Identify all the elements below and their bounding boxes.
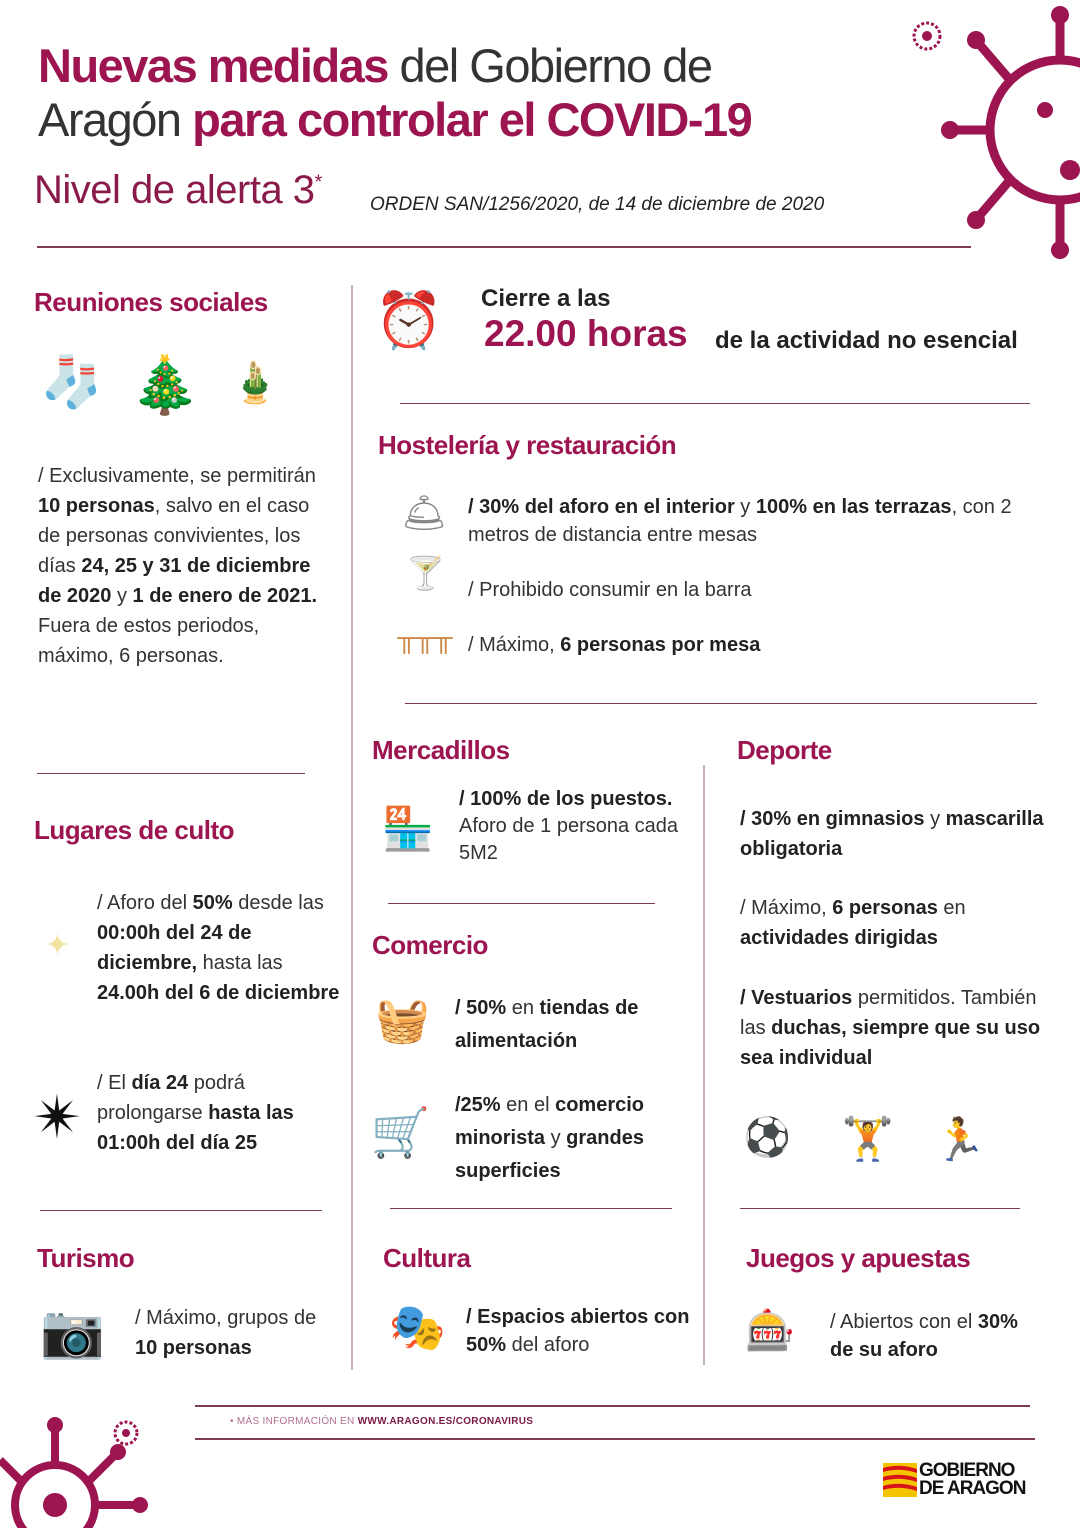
reuniones-text — [38, 461, 328, 671]
bold-text: 10 personas — [135, 1337, 252, 1359]
bold-text: /25% — [455, 1094, 501, 1116]
text: / El — [97, 1072, 132, 1094]
text: / Exclusivamente, se permitirán — [38, 465, 316, 487]
section-heading-comercio: Comercio — [372, 930, 488, 960]
text: en — [506, 997, 540, 1019]
divider — [388, 903, 655, 904]
camera-icon: 📷 — [40, 1302, 105, 1361]
bold-text: 1 de enero de 2021. — [132, 585, 318, 607]
bold-text: actividades dirigidas — [740, 927, 938, 949]
title-line-2 — [38, 92, 751, 148]
bold-text: / 30% en gimnasios — [740, 808, 925, 830]
bold-text: 30% de su aforo — [830, 1311, 1018, 1361]
aragon-flag-icon — [883, 1463, 917, 1497]
logo-text: GOBIERNO DE ARAGON — [919, 1460, 1026, 1499]
text: / Prohibido consumir en la barra — [468, 579, 752, 601]
soccer-ball-icon: ⚽ — [743, 1116, 792, 1159]
small-virus-icon — [108, 1415, 144, 1451]
bold-text: para controlar el COVID-19 — [192, 93, 752, 146]
comercio-item-2 — [455, 1089, 700, 1188]
table-chairs-icon: ╥╥╥ — [397, 622, 453, 652]
divider — [351, 285, 353, 1370]
bold-text: Nuevas medidas — [38, 39, 388, 92]
market-stall-icon: 🏪 — [381, 804, 435, 852]
divider — [405, 703, 1037, 704]
cocktail-icon: 🍸 — [405, 554, 446, 591]
bold-text: mascarilla obligatoria — [740, 808, 1044, 860]
bold-text: 6 personas — [832, 897, 938, 919]
text: del aforo — [506, 1334, 590, 1356]
juegos-text — [830, 1308, 1030, 1364]
runner-icon: 🏃 — [933, 1115, 987, 1163]
text: y — [545, 1127, 567, 1149]
bold-text: duchas, siempre que su uso sea individual — [740, 1017, 1041, 1069]
alert-level — [34, 168, 322, 213]
section-heading-deporte: Deporte — [737, 735, 832, 765]
text: del Gobierno de — [387, 39, 712, 92]
asterisk: * — [314, 171, 322, 194]
bold-text: hasta las 01:00h del día 25 — [97, 1102, 294, 1154]
footer-info: • MÁS INFORMACIÓN EN WWW.ARAGON.ES/CORONAVIRUS — [230, 1416, 534, 1427]
star-icon: ✴ — [32, 1083, 83, 1151]
bold-text: 10 personas — [38, 495, 155, 517]
bold-text: / 50% — [455, 997, 507, 1019]
theater-masks-icon: 🎭 — [388, 1301, 447, 1353]
bold-text: 6 personas por mesa — [560, 634, 761, 656]
section-heading-culto: Lugares de culto — [34, 815, 235, 845]
bold-text: 24, 25 y 31 de diciembre de 2020 — [38, 555, 311, 607]
deporte-item-2 — [740, 893, 1060, 953]
cloche-icon: 🛎 — [401, 491, 447, 533]
text: hasta las — [197, 952, 283, 974]
text: , salvo en el caso de personas convivientes, los días — [38, 495, 310, 577]
cierre-post: de la actividad no esencial — [715, 327, 1018, 354]
deporte-item-3 — [740, 983, 1060, 1073]
text: desde las — [232, 892, 324, 914]
text: , con 2 metros de distancia entre mesas — [468, 496, 1012, 546]
bold-text: 24.00h del 6 de diciembre — [97, 982, 340, 1004]
section-heading-cultura: Cultura — [383, 1243, 471, 1273]
stocking-icon: 🧦 — [40, 354, 104, 410]
bold-text: / 100% de los puestos. — [459, 788, 673, 810]
divider — [195, 1405, 1030, 1407]
bold-text: 50% — [192, 892, 233, 914]
cultura-text — [466, 1303, 696, 1359]
divider — [37, 246, 971, 248]
divider — [390, 1208, 672, 1209]
text: en — [937, 897, 966, 919]
divider — [40, 1210, 322, 1211]
text: podrá prolongarse — [97, 1072, 245, 1124]
hosteleria-item-3 — [468, 630, 968, 660]
culto-item-2 — [97, 1068, 337, 1158]
bold-text: / Vestuarios — [740, 987, 853, 1009]
deporte-item-1 — [740, 804, 1060, 864]
bold-text: día 24 — [131, 1072, 189, 1094]
shopping-cart-icon: 🛒 — [370, 1107, 431, 1160]
text: / Máximo, — [468, 634, 561, 656]
text: y — [111, 585, 133, 607]
mercadillos-text — [459, 786, 679, 867]
section-heading-turismo: Turismo — [37, 1243, 135, 1273]
bold-text: / Espacios abiertos con 50% — [466, 1306, 690, 1356]
bold-text: comercio minorista — [455, 1094, 645, 1149]
footer-info-text: MÁS INFORMACIÓN EN — [236, 1416, 358, 1427]
alarm-clock-icon: ⏰ — [374, 289, 444, 351]
ornaments-icon: 🎍 — [230, 361, 280, 405]
footer-link[interactable]: WWW.ARAGON.ES/CORONAVIRUS — [357, 1416, 534, 1427]
gobierno-aragon-logo — [883, 1462, 1039, 1498]
section-heading-hosteleria: Hostelería y restauración — [378, 430, 677, 460]
text: Aragón — [38, 93, 193, 146]
divider — [703, 765, 705, 1365]
glow-icon: ✦ — [44, 928, 71, 962]
section-heading-juegos: Juegos y apuestas — [746, 1243, 971, 1273]
cierre-pre: Cierre a las — [481, 285, 611, 312]
section-heading-mercadillos: Mercadillos — [372, 735, 510, 765]
bold-text: 00:00h del 24 de diciembre, — [97, 922, 252, 974]
text: Fuera de estos periodos, máximo, 6 personas. — [38, 615, 260, 667]
text: / Abiertos con el — [830, 1311, 978, 1333]
divider — [400, 403, 1030, 404]
divider — [195, 1438, 1035, 1440]
section-heading-reuniones: Reuniones sociales — [34, 287, 268, 317]
divider — [740, 1208, 1020, 1209]
christmas-tree-icon: 🎄 — [130, 353, 200, 416]
alert-level-text: Nivel de alerta 3 — [34, 168, 315, 212]
turismo-text — [135, 1303, 335, 1363]
culto-item-1 — [97, 888, 347, 1008]
text: y — [734, 496, 756, 518]
text: / Aforo del — [97, 892, 193, 914]
text: en el — [500, 1094, 556, 1116]
hosteleria-item-2 — [468, 575, 968, 605]
virus-icon — [940, 0, 1080, 260]
text: permitidos. También las — [740, 987, 1037, 1039]
text: Aforo de 1 persona cada 5M2 — [459, 815, 679, 864]
divider — [37, 773, 305, 774]
grocery-basket-icon: 🧺 — [375, 995, 430, 1045]
bold-text: / 30% del aforo en el interior — [468, 496, 735, 518]
comercio-item-1 — [455, 992, 695, 1058]
text: y — [924, 808, 946, 830]
small-virus-icon — [903, 12, 951, 60]
text: / Máximo, grupos de — [135, 1307, 317, 1329]
text: / Máximo, — [740, 897, 833, 919]
bold-text: 100% en las terrazas — [755, 496, 952, 518]
order-reference: ORDEN SAN/1256/2020, de 14 de diciembre de 2020 — [370, 194, 825, 215]
weightlifter-icon: 🏋 — [841, 1115, 895, 1162]
poker-chips-icon: 🎰 — [745, 1308, 795, 1353]
bold-text: grandes superficies — [455, 1127, 644, 1182]
bold-text: tiendas de alimentación — [455, 997, 639, 1052]
cierre-time: 22.00 horas — [484, 313, 688, 354]
hosteleria-item-1 — [468, 493, 1038, 549]
title-line-1 — [38, 38, 711, 94]
